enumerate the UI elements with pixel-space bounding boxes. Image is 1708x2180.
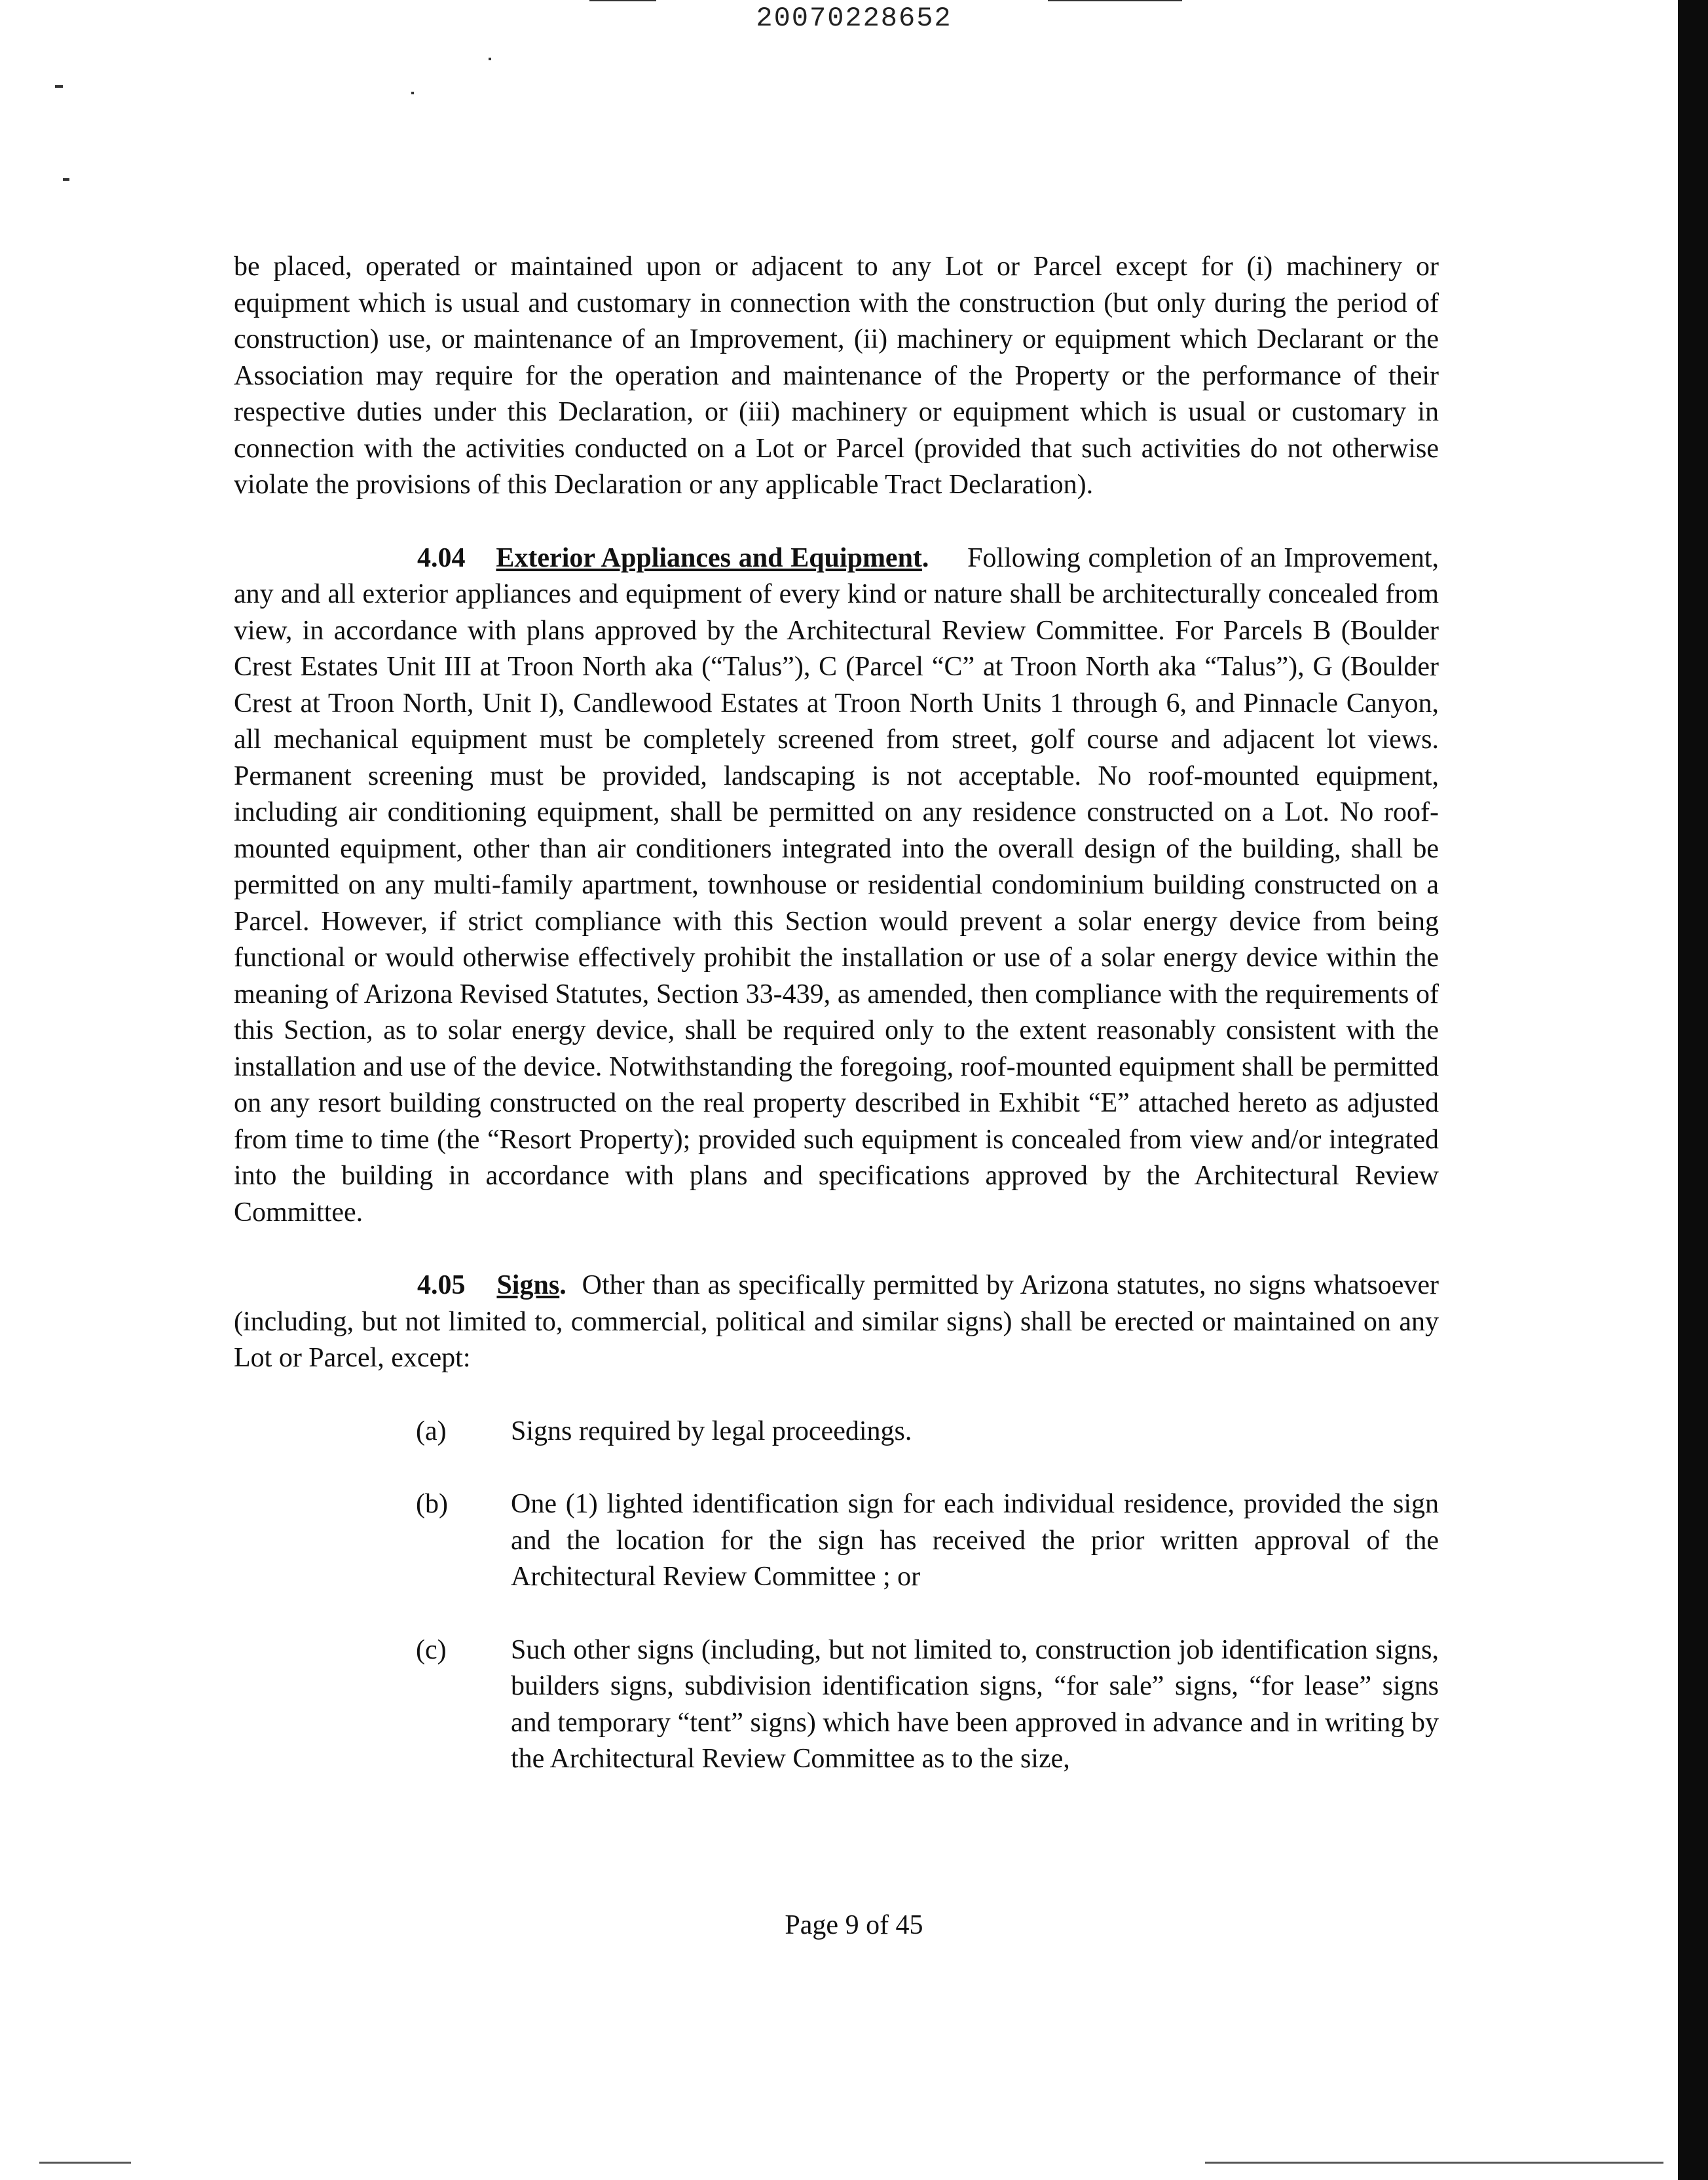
list-item-text: Such other signs (including, but not limited to, construction job identification signs, builders signs, subdivision identification signs, “for sale” signs, “for lease” signs and temporary “tent” signs) which have been approved in advance and in writing by the Architectural Review Committee as to the size, — [511, 1634, 1439, 1774]
section-number: 4.04 — [417, 542, 466, 573]
document-number: 20070228652 — [756, 3, 952, 34]
section-text: Following completion of an Improvement, any and all exterior appliances and equipment of every kind or nature shall be architecturally concealed from view, in accordance with plans approved by the Architectural Review Committee. For Parcels B (Boulder Crest Estates Unit III at Troon North aka (“Talus”), C (Parcel “C” at Troon North aka “Talus”), G (Boulder Crest at Troon North, Unit I), Candlewood Estates at Troon North Units 1 through 6, and Pinnacle Canyon, all mechanical equipment must be completely screened from street, golf course and adjacent lot views. Permanent screening must be provided, landscaping is not acceptable. No roof-mounted equipment, including air conditioning equipment, shall be permitted on any residence constructed on a Lot. No roof-mounted equipment, other than air conditioners integrated into the overall design of the building, shall be permitted on any multi-family apartment, townhouse or residential condominium building constructed on a Parcel. However, if strict compliance with this Section would prevent a solar energy device from being functional or would otherwise effectively prohibit the installation or use of a solar energy device within the meaning of Arizona Revised Statutes, Section 33-439, as amended, then compliance with the requirements of this Section, as to solar energy device, shall be required only to the extent reasonably consistent with the installation and use of the device. Notwithstanding the foregoing, roof-mounted equipment shall be permitted on any resort building constructed on the real property described in Exhibit “E” attached hereto as adjusted from time to time (the “Resort Property); provided such equipment is concealed from view and/or integrated into the building in accordance with plans and specifications approved by the Architectural Review Committee. — [234, 542, 1439, 1228]
scan-edge — [1678, 0, 1708, 2180]
section-text: Other than as specifically permitted by Arizona statutes, no signs whatsoever (including, but not limited to, commercial, political and similar signs) shall be erected or maintained on any Lot or Parcel, except: — [234, 1270, 1439, 1373]
page-number: Page 9 of 45 — [785, 1910, 923, 1940]
document-body — [234, 249, 1439, 1778]
section-title: Exterior Appliances and Equipment — [496, 542, 922, 573]
top-rule-right — [1048, 0, 1182, 1]
section-title: Signs — [496, 1270, 560, 1300]
list-item-text: One (1) lighted identification sign for each individual residence, provided the sign and the location for the sign has received the prior written approval of the Architectural Review Committee ; or — [511, 1489, 1439, 1592]
scan-speck — [489, 58, 491, 60]
list-item — [234, 1414, 1439, 1450]
section-4-04: 4.04 Exterior Appliances and Equipment. Following completion of an Improvement, any and all exterior appliances and equipment of every kind or nature shall be architecturally concealed from view, in accordance with plans approved by the Architectural Review Committee. For Parcels B (Boulder Crest Estates Unit III at Troon North aka (“Talus”), C (Parcel “C” at Troon North aka “Talus”), G (Boulder Crest at Troon North, Unit I), Candlewood Estates at Troon North Units 1 through 6, and Pinnacle Canyon, all mechanical equipment must be completely screened from street, golf course and adjacent lot views. Permanent screening must be provided, landscaping is not acceptable. No roof-mounted equipment, including air conditioning equipment, shall be permitted on any residence constructed on a Lot. No roof-mounted equipment, other than air conditioners integrated into the overall design of the building, shall be permitted on any multi-family apartment, townhouse or residential condominium building constructed on a Parcel. However, if strict compliance with this Section would prevent a solar energy device from being functional or would otherwise effectively prohibit the installation or use of a solar energy device within the meaning of Arizona Revised Statutes, Section 33-439, as amended, then compliance with the requirements of this Section, as to solar energy device, shall be required only to the extent reasonably consistent with the installation and use of the device. Notwithstanding the foregoing, roof-mounted equipment shall be permitted on any resort building constructed on the real property described in Exhibit “E” attached hereto as adjusted from time to time (the “Resort Property); provided such equipment is concealed from view and/or integrated into the building in accordance with plans and specifications approved by the Architectural Review Committee. — [234, 542, 1439, 1228]
bottom-rule-right — [1205, 2162, 1663, 2164]
scan-speck — [411, 92, 414, 94]
list-item-text: Signs required by legal proceedings. — [511, 1416, 912, 1446]
list-item-label: (b) — [416, 1489, 448, 1519]
scan-speck — [55, 85, 63, 88]
list-item-label: (c) — [416, 1634, 447, 1665]
bottom-rule-left — [39, 2162, 131, 2164]
top-rule-left — [589, 0, 656, 1]
list-item — [234, 1632, 1439, 1778]
scan-speck — [63, 178, 69, 181]
continuation-paragraph: be placed, operated or maintained upon or adjacent to any Lot or Parcel except for (i) machinery or equipment which is usual and customary in connection with the construction (but only during the period of construction) use, or maintenance of an Improvement, (ii) machinery or equipment which Declarant or the Association may require for the operation and maintenance of the Property or the performance of their respective duties under this Declaration, or (iii) machinery or equipment which is usual or customary in connection with the activities conducted on a Lot or Parcel (provided that such activities do not otherwise violate the provisions of this Declaration or any applicable Tract Declaration). — [234, 252, 1439, 500]
list-item-label: (a) — [416, 1416, 447, 1446]
section-4-05: 4.05 Signs. Other than as specifically permitted by Arizona statutes, no signs whatsoever (including, but not limited to, commercial, political and similar signs) shall be erected or maintained on any Lot or Parcel, except: — [234, 1270, 1439, 1373]
list-item — [234, 1486, 1439, 1596]
section-number: 4.05 — [417, 1270, 466, 1300]
